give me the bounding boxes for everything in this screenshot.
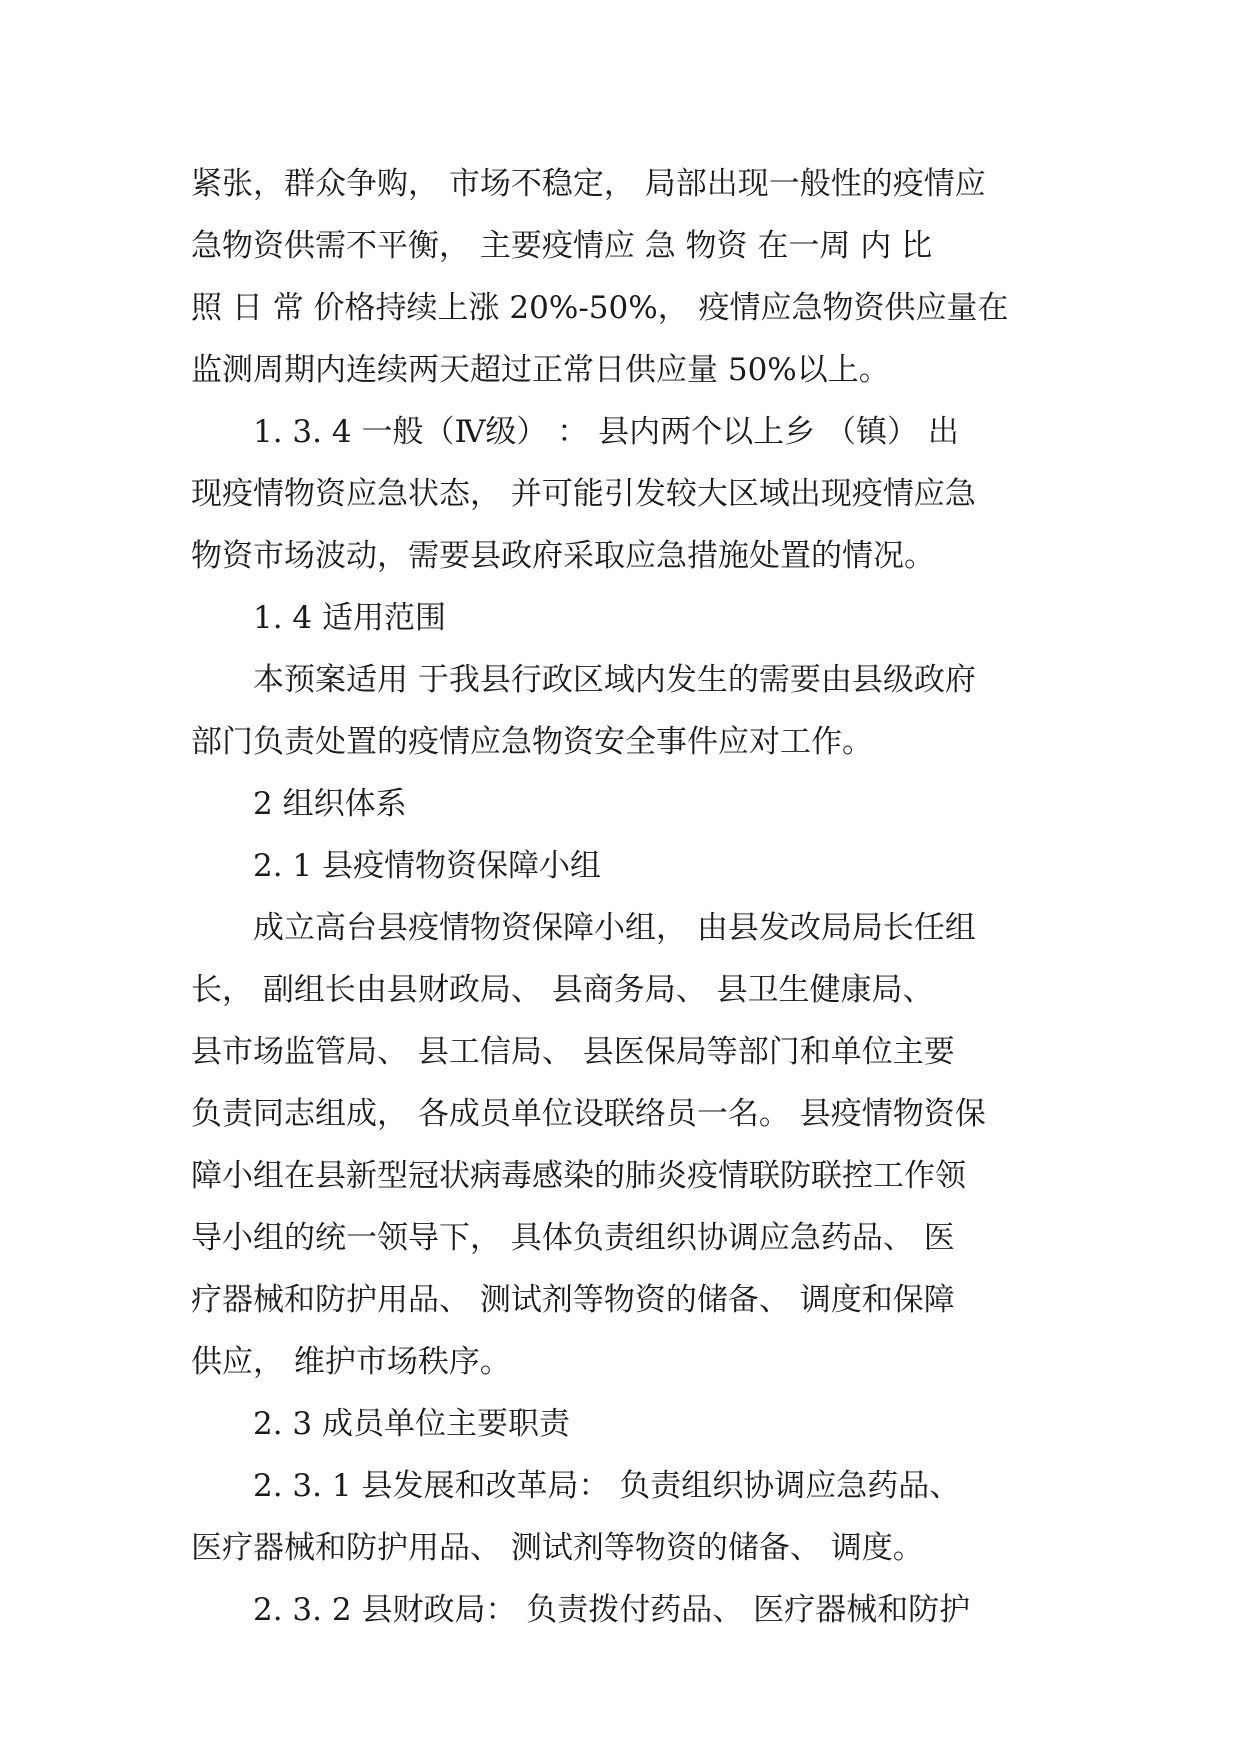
text-line: 部门负责处置的疫情应急物资安全事件应对工作。 bbox=[191, 724, 873, 760]
section-heading: 1. 4 适用范围 bbox=[253, 600, 447, 636]
text-line: 医疗器械和防护用品、 测试剂等物资的储备、 调度。 bbox=[191, 1530, 924, 1566]
text-line: 供应， 维护市场秩序。 bbox=[191, 1344, 511, 1380]
text-line: 导小组的统一领导下， 具体负责组织协调应急药品、 医 bbox=[191, 1220, 955, 1256]
section-heading: 2. 1 县疫情物资保障小组 bbox=[253, 848, 602, 884]
text-line: 县市场监管局、 县工信局、 县医保局等部门和单位主要 bbox=[191, 1034, 955, 1070]
section-heading: 2 组织体系 bbox=[253, 786, 407, 822]
text-line: 疗器械和防护用品、 测试剂等物资的储备、 调度和保障 bbox=[191, 1282, 955, 1318]
paragraph-start: 本预案适用 于我县行政区域内发生的需要由县级政府 bbox=[253, 662, 976, 698]
text-line: 负责同志组成， 各成员单位设联络员一名。 县疫情物资保 bbox=[191, 1096, 986, 1132]
text-line: 照 日 常 价格持续上涨 20%-50%， 疫情应急物资供应量在 bbox=[191, 290, 1009, 326]
text-line: 现疫情物资应急状态， 并可能引发较大区域出现疫情应急 bbox=[191, 476, 976, 512]
paragraph-start: 成立高台县疫情物资保障小组， 由县发改局局长任组 bbox=[253, 910, 976, 946]
text-line: 紧张，群众争购， 市场不稳定， 局部出现一般性的疫情应 bbox=[191, 166, 986, 202]
text-line: 物资市场波动，需要县政府采取应急措施处置的情况。 bbox=[191, 538, 935, 574]
section-heading: 2. 3. 2 县财政局： 负责拨付药品、 医疗器械和防护 bbox=[253, 1592, 971, 1628]
text-line: 长， 副组长由县财政局、 县商务局、 县卫生健康局、 bbox=[191, 972, 934, 1008]
text-line: 障小组在县新型冠状病毒感染的肺炎疫情联防联控工作领 bbox=[191, 1158, 966, 1194]
section-heading: 1. 3. 4 一般（Ⅳ级） ： 县内两个以上乡 （镇） 出 bbox=[253, 414, 959, 450]
section-heading: 2. 3 成员单位主要职责 bbox=[253, 1406, 571, 1442]
section-heading: 2. 3. 1 县发展和改革局： 负责组织协调应急药品、 bbox=[253, 1468, 961, 1504]
text-line: 监测周期内连续两天超过正常日供应量 50%以上。 bbox=[191, 352, 890, 388]
text-line: 急物资供需不平衡， 主要疫情应 急 物资 在一周 内 比 bbox=[191, 228, 933, 264]
